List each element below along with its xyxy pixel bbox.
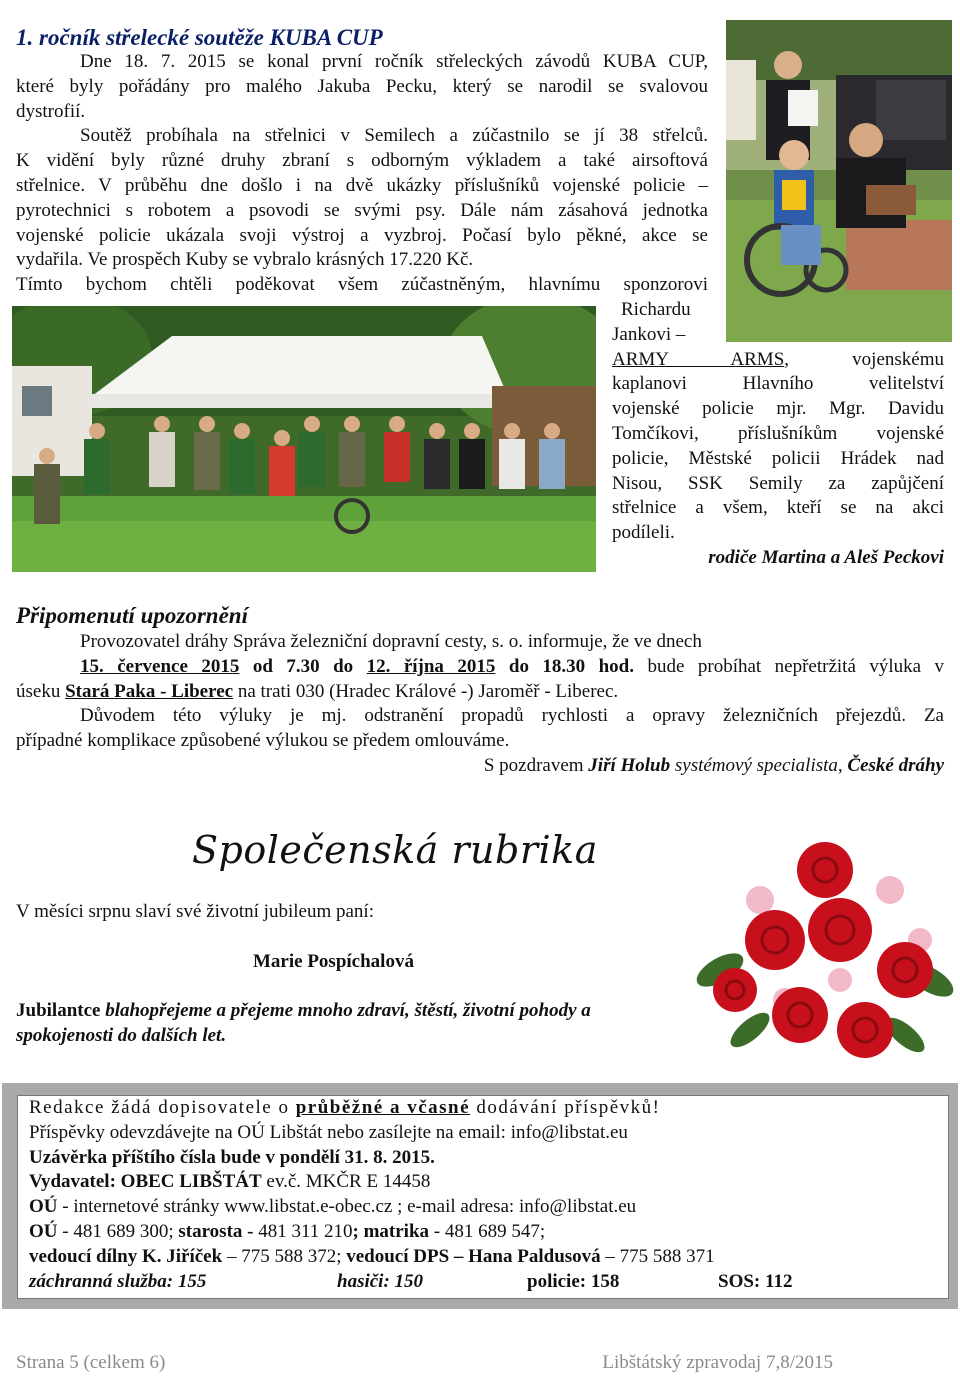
text-fragment: vedoucí dílny K. Jiříček — [29, 1245, 223, 1267]
route-name: Stará Paka - Liberec — [65, 680, 234, 702]
emergency-police: policie: 158 — [527, 1270, 620, 1292]
text-line — [612, 348, 944, 373]
text-fragment: blahopřejeme a přejeme mnoho zdraví, štěstí, životní pohody a — [100, 1000, 591, 1021]
text-line: případné komplikace způsobené výlukou se předem omlouváme. — [16, 730, 510, 752]
text-line: dystrofií. — [16, 100, 86, 122]
text-fragment: 481 311 210 — [253, 1220, 353, 1242]
text-fragment: od 7.30 do — [239, 655, 367, 677]
text-fragment: vedoucí DPS – Hana Paldusová — [346, 1245, 601, 1267]
thanks-right-column — [612, 298, 944, 571]
text-line — [16, 999, 676, 1024]
text-fragment: starosta - — [178, 1220, 254, 1242]
text-line: Provozovatel dráhy Správa železniční dopravní cesty, s. o. informuje, že ve dnech — [80, 631, 702, 652]
text-line: vydařila. Ve prospěch Kuby se vybralo krásných 17.220 Kč. — [16, 249, 474, 271]
signer-name: Jiří Holub — [588, 754, 671, 776]
jubilee-wish — [16, 999, 676, 1049]
text-fragment: bude probíhat nepřetržitá výluka v — [634, 655, 945, 677]
text-line: Soutěž probíhala na střelnici v Semilech a zúčastnilo se jí 38 střelců. — [80, 125, 708, 147]
kuba-body-paragraph — [16, 124, 708, 273]
photo-group-tent — [12, 306, 596, 572]
text-line: vojenské policie ukázala svoji výstroj a vyzbroj. Počasí bylo pěkné, akce se — [16, 224, 708, 246]
thanks-line: Tímto bychom chtěli poděkovat všem zúčastněným, hlavnímu sponzorovi — [16, 274, 708, 296]
text-fragment: Jubilantce — [16, 1000, 101, 1021]
footer-publication: Libštátský zpravodaj 7,8/2015 — [602, 1352, 833, 1373]
section-title-spolecenska: Společenská rubrika — [192, 828, 598, 872]
jubilee-intro: V měsíci srpnu slaví své životní jubileum paní: — [16, 901, 374, 922]
text-fragment: OÚ — [29, 1196, 58, 1218]
text-fragment: Redakce žádá dopisovatele o — [29, 1097, 296, 1118]
text-fragment: - 481 689 547; — [429, 1220, 546, 1242]
rose-bouquet-image — [690, 830, 960, 1066]
text-line: Důvodem této výluky je mj. odstranění propadů rychlosti a opravy železničních přejezdů. Za — [80, 705, 944, 727]
text-line: podíleli. — [612, 522, 675, 544]
text-line: střelnice a všem, kteří se na akci — [612, 497, 944, 519]
text-line: Tomčíkovi, příslušníkům vojenské — [612, 422, 944, 444]
text-line: Nisou, SSK Semily za zapůjčení — [612, 472, 944, 494]
info-row-emergency — [29, 1270, 948, 1295]
notice-paragraph — [16, 630, 944, 779]
emergency-fire: hasiči: 150 — [337, 1270, 424, 1292]
signer-org: České dráhy — [847, 754, 944, 776]
text-fragment: na trati 030 (Hradec Králové -) Jaroměř - Liberec. — [233, 680, 619, 702]
text-line — [16, 680, 944, 705]
article-title-kuba-cup: 1. ročník střelecké soutěže KUBA CUP — [16, 25, 383, 50]
text-line: pyrotechnici s robotem a psovodi se svými psy. Dále nám zásahová jednotka — [16, 199, 708, 221]
text-line: kaplanovi Hlavního velitelství — [612, 373, 944, 395]
signer-role: systémový specialista, — [670, 754, 848, 776]
info-row-deadline: Uzávěrka příštího čísla bude v pondělí 31. 8. 2015. — [29, 1146, 435, 1168]
footer-page-number: Strana 5 (celkem 6) — [16, 1352, 166, 1373]
info-row-phones — [29, 1220, 948, 1245]
text-fragment: úseku — [16, 680, 66, 702]
text-line: Richardu — [621, 299, 691, 320]
text-line: K vidění byly různé druhy zbraní s odborným výkladem a také airsoftová — [16, 150, 708, 172]
info-row-publisher — [29, 1170, 948, 1195]
text-fragment: , vojenskému — [784, 348, 944, 370]
text-line: spokojenosti do dalších let. — [16, 1024, 227, 1046]
text-line: které byly pořádány pro malého Jakuba Pecku, který se narodil se svalovou — [16, 75, 708, 97]
text-fragment: do 18.30 hod. — [495, 655, 635, 677]
text-fragment: – 775 588 372; — [222, 1245, 347, 1267]
info-row-request — [29, 1096, 948, 1121]
text-line: střelnice. V průběhu dne došlo i na dvě ukázky příslušníků vojenské policie – — [16, 174, 708, 196]
date-from: 15. července 2015 — [80, 655, 240, 677]
emergency-sos: SOS: 112 — [718, 1270, 793, 1292]
text-fragment: - internetové stránky www.libstat.e-obec.cz ; e-mail adresa: info@libstat.eu — [57, 1196, 637, 1218]
photo-boy-wheelchair — [726, 20, 952, 342]
notice-signature — [16, 754, 944, 779]
text-fragment: OÚ — [29, 1220, 58, 1242]
text-fragment: průběžné a včasné — [295, 1097, 471, 1118]
text-fragment: ev.č. MKČR E 14458 — [261, 1171, 431, 1193]
text-fragment: - 481 689 300; — [57, 1220, 179, 1242]
text-fragment: dodávání příspěvků! — [470, 1097, 661, 1118]
text-fragment: ; matrika — [352, 1220, 430, 1242]
text-line — [16, 655, 944, 680]
signature-peckovi: rodiče Martina a Aleš Peckovi — [708, 546, 944, 568]
text-line: policie, Městské policii Hrádek nad — [612, 447, 944, 469]
text-line: Jankovi – — [612, 323, 686, 345]
text-line: vojenské policie mjr. Mgr. Davidu — [612, 398, 944, 420]
editorial-info-inner — [17, 1095, 949, 1299]
text-fragment: Vydavatel: OBEC LIBŠTÁT — [29, 1171, 262, 1193]
text-fragment: S pozdravem — [483, 754, 589, 776]
editorial-info-box — [2, 1083, 958, 1309]
date-to: 12. října 2015 — [366, 655, 496, 677]
kuba-intro-paragraph — [16, 50, 708, 124]
sponsor-army-arms: ARMY ARMS — [612, 348, 785, 370]
info-row-contacts — [29, 1245, 948, 1270]
emergency-rescue: záchranná služba: 155 — [29, 1270, 207, 1292]
text-line: Dne 18. 7. 2015 se konal první ročník střeleckých závodů KUBA CUP, — [80, 51, 708, 72]
text-fragment: – 775 588 371 — [600, 1245, 715, 1267]
jubilee-name: Marie Pospíchalová — [253, 951, 414, 972]
section-title-upozorneni: Připomenutí upozornění — [16, 603, 248, 628]
info-row-web — [29, 1195, 948, 1220]
info-row-submit: Příspěvky odevzdávejte na OÚ Libštát nebo zasílejte na email: info@libstat.eu — [29, 1121, 628, 1143]
